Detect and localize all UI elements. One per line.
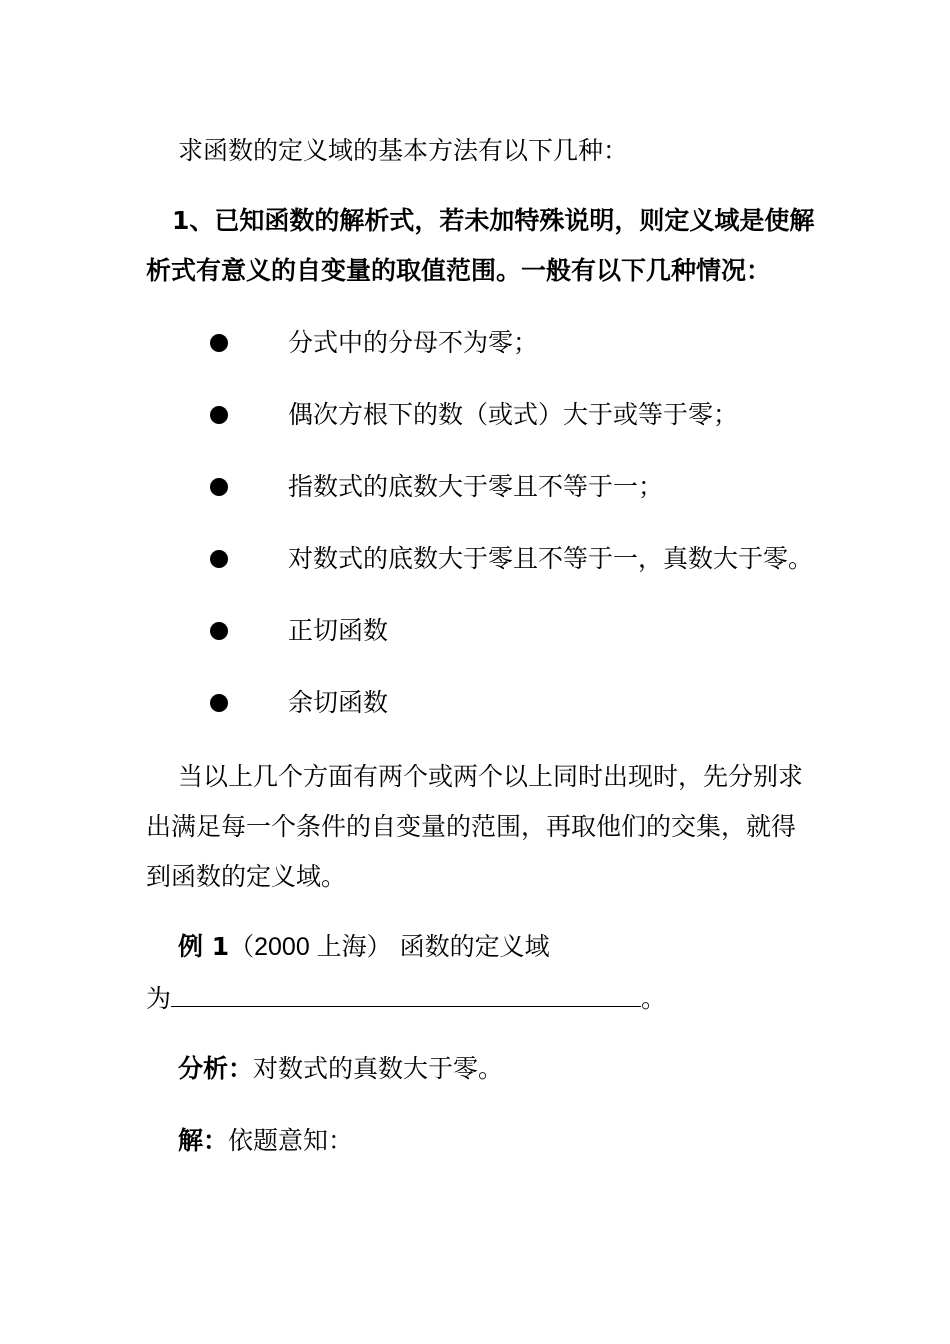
example-source: （2000 上海） xyxy=(229,933,392,961)
bullet-text: 正切函数 xyxy=(288,616,389,645)
example-text: 函数的定义域 xyxy=(399,932,550,961)
solution-line xyxy=(178,1124,353,1158)
bullet-icon xyxy=(210,694,228,712)
point1-line1: 1、已知函数的解析式，若未加特殊说明，则定义域是使解 xyxy=(172,206,815,235)
answer-line xyxy=(146,980,666,1016)
bullet-icon xyxy=(210,478,228,496)
answer-prefix: 为 xyxy=(146,984,172,1013)
heading-text: 求函数的定义域的基本方法有以下几种： xyxy=(178,136,629,165)
point1-line2: 析式有意义的自变量的取值范围。一般有以下几种情况： xyxy=(146,256,772,285)
example-line xyxy=(178,930,550,964)
example-label: 例 1 xyxy=(178,932,230,961)
bullet-text: 对数式的底数大于零且不等于一，真数大于零。 xyxy=(288,544,814,573)
bullet-icon xyxy=(210,622,228,640)
summary-line3: 到函数的定义域。 xyxy=(146,862,347,891)
solution-label: 解： xyxy=(178,1126,229,1155)
summary-line2: 出满足每一个条件的自变量的范围，再取他们的交集，就得 xyxy=(146,812,797,841)
analysis-text: 对数式的真数大于零。 xyxy=(253,1054,504,1083)
answer-suffix: 。 xyxy=(641,984,667,1013)
bullet-icon xyxy=(210,550,228,568)
summary-line1: 当以上几个方面有两个或两个以上同时出现时，先分别求 xyxy=(178,762,804,791)
bullet-text: 偶次方根下的数（或式）大于或等于零； xyxy=(288,400,739,429)
bullet-text: 余切函数 xyxy=(288,688,389,717)
bullet-text: 指数式的底数大于零且不等于一； xyxy=(288,472,664,501)
analysis-line xyxy=(178,1052,503,1086)
analysis-label: 分析： xyxy=(178,1054,254,1083)
solution-text: 依题意知： xyxy=(228,1126,354,1155)
section-heading xyxy=(178,134,628,168)
bullet-icon xyxy=(210,406,228,424)
answer-blank[interactable] xyxy=(171,980,641,1007)
bullet-icon xyxy=(210,334,228,352)
bullet-text: 分式中的分母不为零； xyxy=(288,328,539,357)
